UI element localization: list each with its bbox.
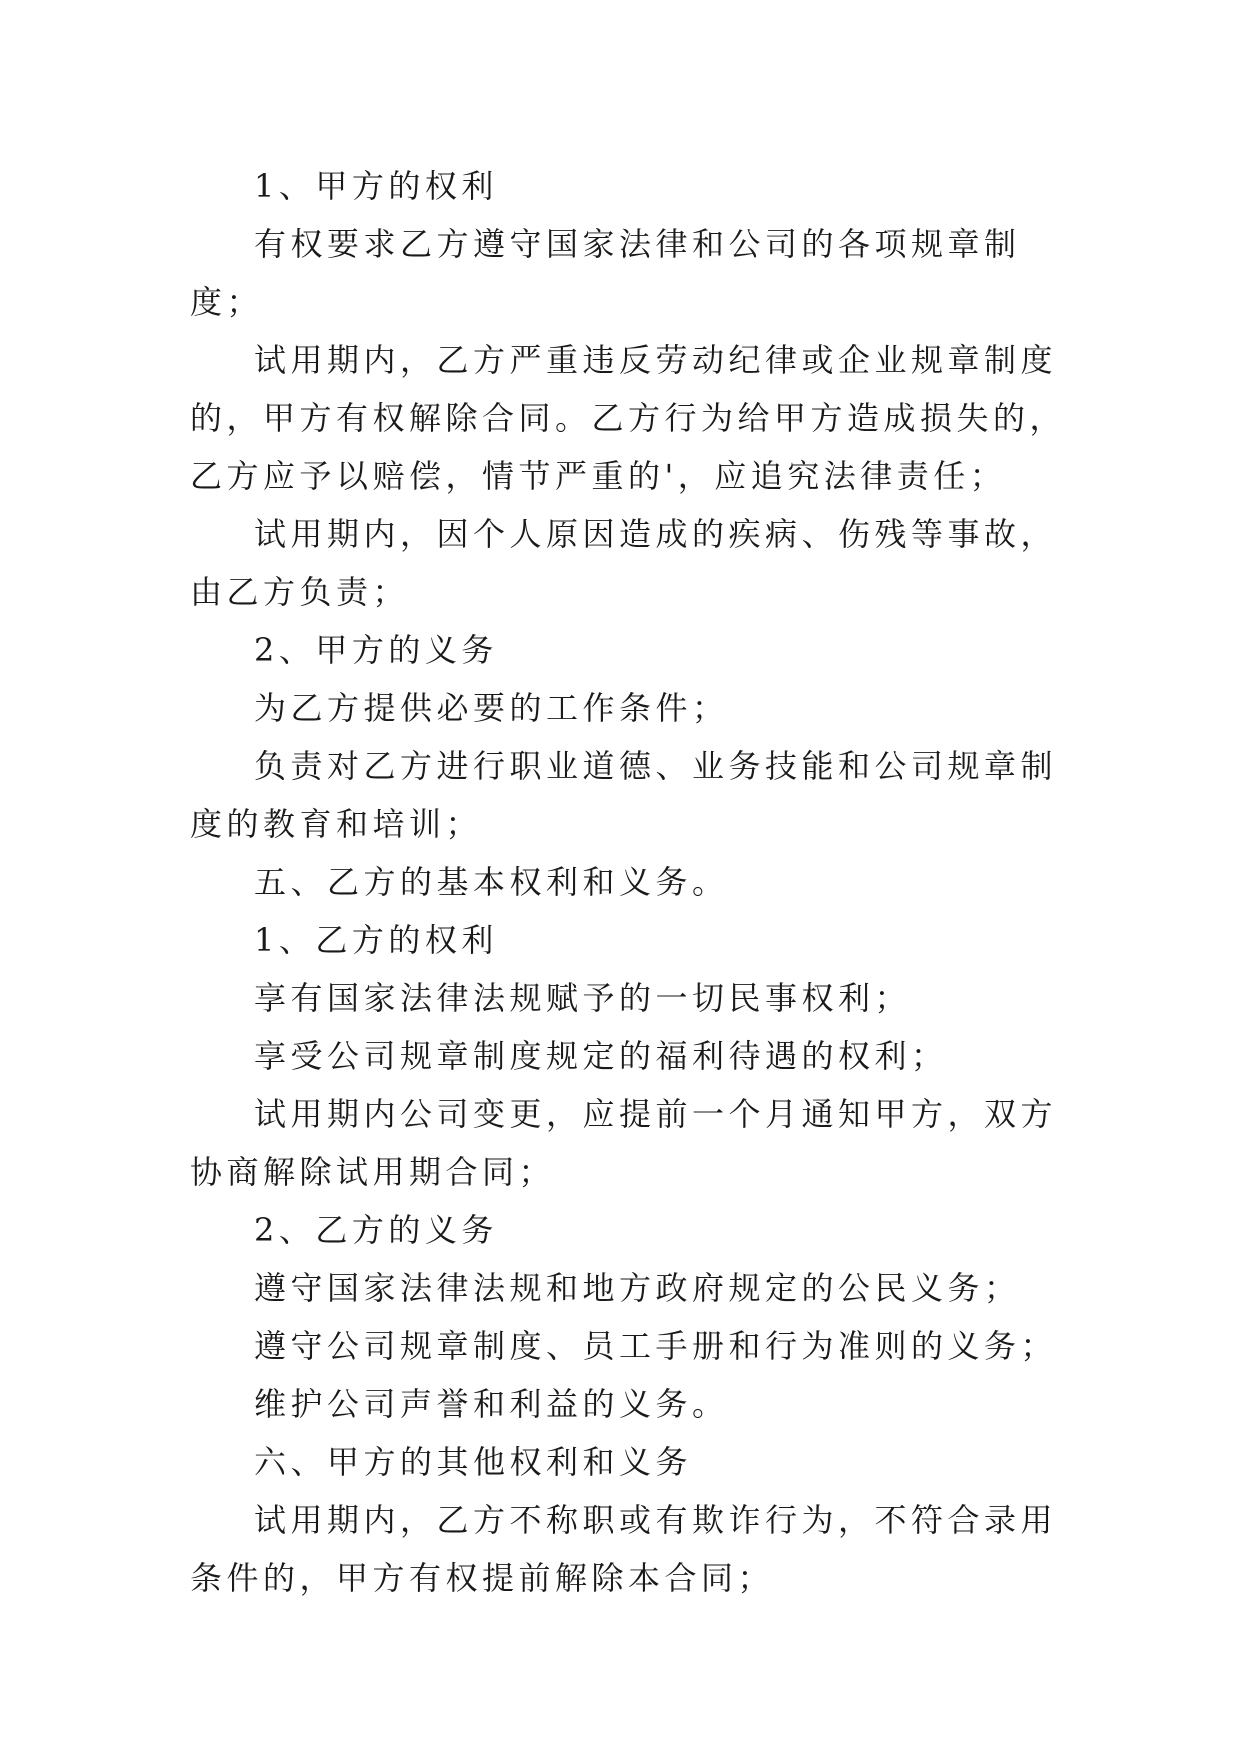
paragraph: 试用期内公司变更，应提前一个月通知甲方，双方协商解除试用期合同； — [190, 1095, 1058, 1191]
section-heading-six: 六、甲方的其他权利和义务 — [254, 1443, 693, 1481]
paragraph: 遵守国家法律法规和地方政府规定的公民义务； — [254, 1269, 1021, 1307]
paragraph: 维护公司声誉和利益的义务。 — [254, 1385, 729, 1423]
section-heading-five: 五、乙方的基本权利和义务。 — [254, 863, 729, 901]
document-body — [190, 157, 1070, 1607]
paragraph: 试用期内，乙方不称职或有欺诈行为，不符合录用条件的，甲方有权提前解除本合同； — [190, 1501, 1058, 1597]
paragraph-party-a-duties-heading: 2、甲方的义务 — [254, 631, 498, 669]
paragraph: 享有国家法律法规赋予的一切民事权利； — [254, 979, 912, 1017]
paragraph: 试用期内，因个人原因造成的疾病、伤残等事故，由乙方负责； — [190, 515, 1058, 611]
paragraph: 试用期内，乙方严重违反劳动纪律或企业规章制度的，甲方有权解除合同。乙方行为给甲方造成损失的，乙方应予以赔偿，情节严重的'，应追究法律责任； — [190, 341, 1067, 495]
paragraph: 有权要求乙方遵守国家法律和公司的各项规章制度； — [190, 225, 1021, 321]
paragraph: 为乙方提供必要的工作条件； — [254, 689, 729, 727]
paragraph: 享受公司规章制度规定的福利待遇的权利； — [254, 1037, 948, 1075]
paragraph: 负责对乙方进行职业道德、业务技能和公司规章制度的教育和培训； — [190, 747, 1058, 843]
paragraph-party-b-duties-heading: 2、乙方的义务 — [254, 1211, 498, 1249]
paragraph: 遵守公司规章制度、员工手册和行为准则的义务； — [254, 1327, 1058, 1365]
paragraph-party-a-rights-heading: 1、甲方的权利 — [254, 167, 498, 205]
paragraph-party-b-rights-heading: 1、乙方的权利 — [254, 921, 498, 959]
